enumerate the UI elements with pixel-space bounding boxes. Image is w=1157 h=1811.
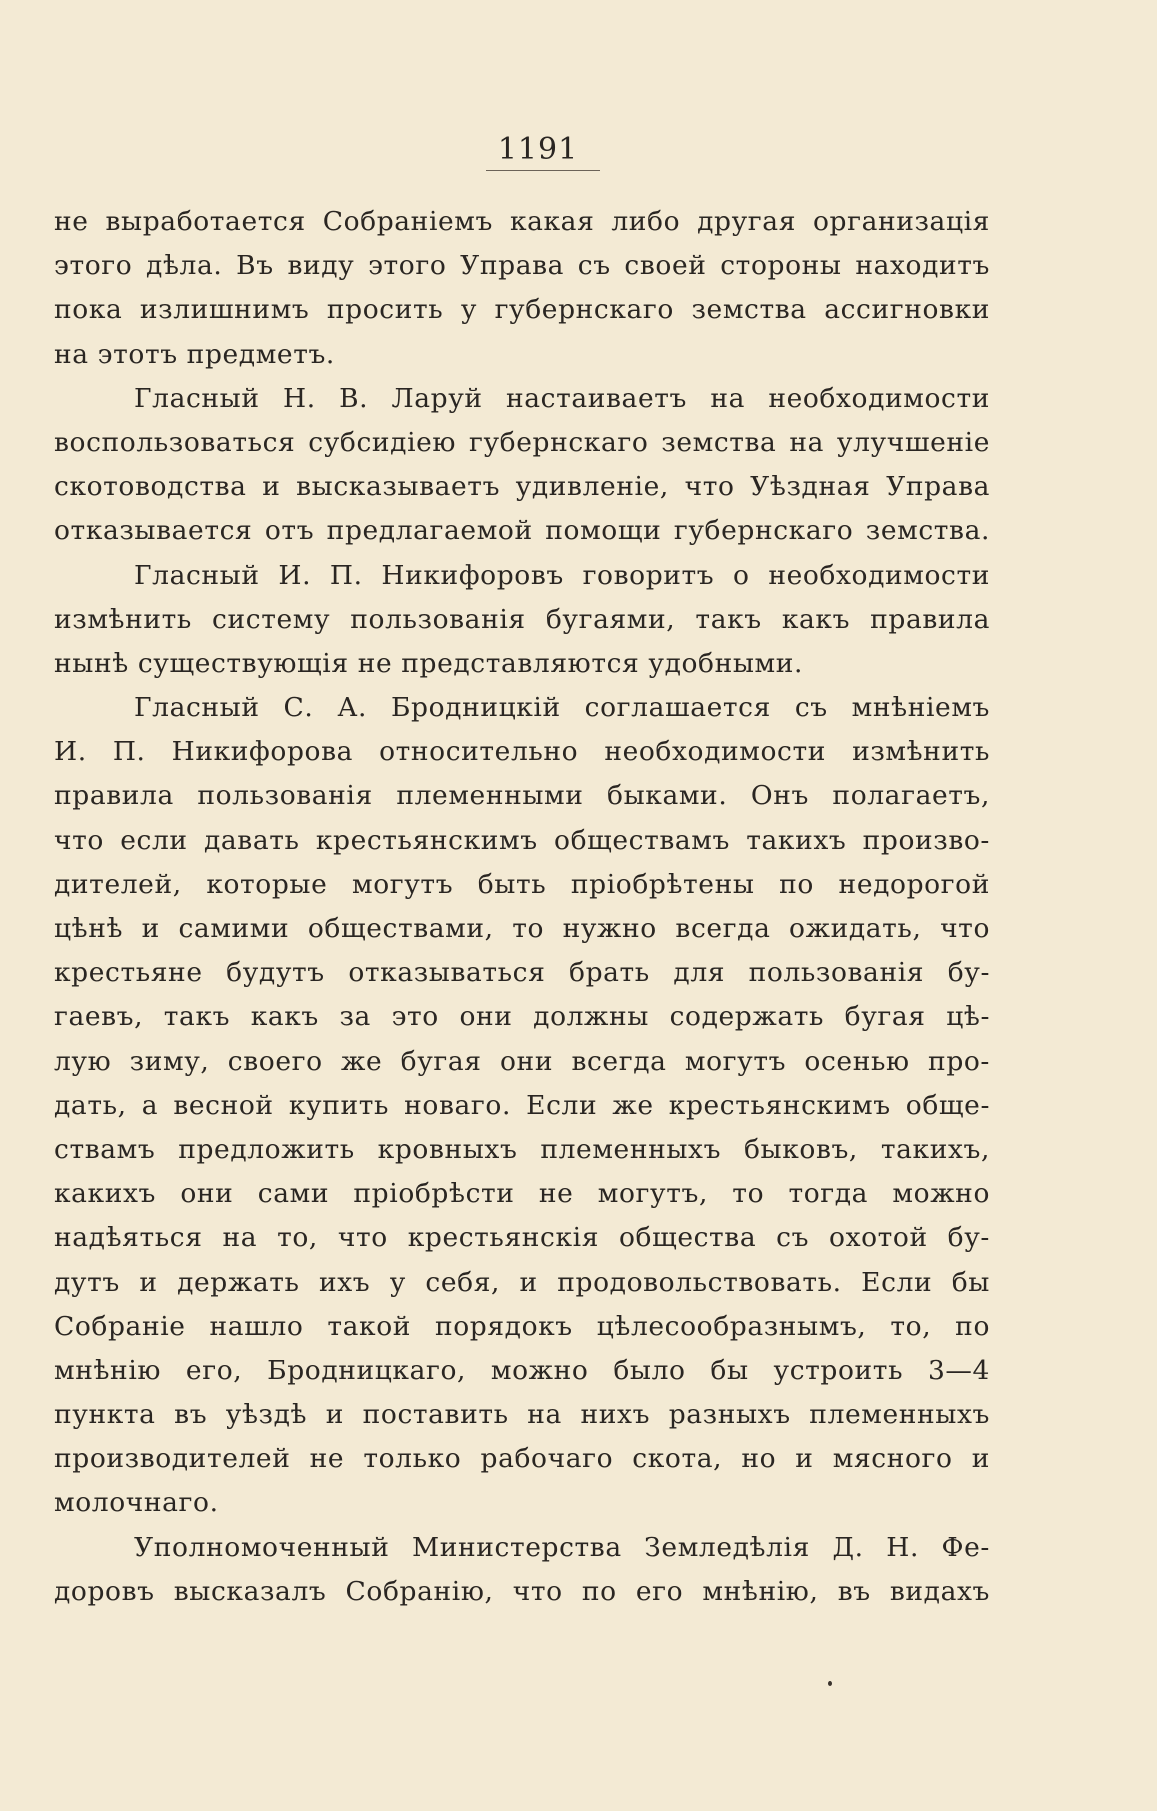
text-line: правила пользованія племенными быками. Онъ полагаетъ, <box>54 780 990 812</box>
text-line: Гласный С. А. Бродницкій соглашается съ мнѣніемъ <box>134 692 990 724</box>
text-line: Собраніе нашло такой порядокъ цѣлесообразнымъ, то, по <box>54 1310 990 1342</box>
text-line: доровъ высказалъ Собранію, что по его мнѣнію, въ видахъ <box>54 1575 990 1607</box>
text-line: И. П. Никифорова относительно необходимости измѣнить <box>54 736 990 768</box>
page-number-rule <box>486 170 600 171</box>
text-line: надѣяться на то, что крестьянскія общества съ охотой бу- <box>54 1222 990 1254</box>
text-line: молочнаго. <box>54 1487 219 1519</box>
text-line: скотоводства и высказываетъ удивленіе, что Уѣздная Управа <box>54 471 990 503</box>
text-line: Уполномоченный Министерства Земледѣлія Д. Н. Фе- <box>134 1531 990 1563</box>
text-line: лую зиму, своего же бугая они всегда могутъ осенью про- <box>54 1045 990 1077</box>
text-line: измѣнить систему пользованія бугаями, такъ какъ правила <box>54 603 990 635</box>
text-line: дителей, которые могутъ быть пріобрѣтены по недорогой <box>54 868 990 900</box>
text-line: нынѣ существующія не представляются удобными. <box>54 647 804 679</box>
text-line: отказывается отъ предлагаемой помощи губернскаго земства. <box>54 515 990 547</box>
text-line: какихъ они сами пріобрѣсти не могутъ, то тогда можно <box>54 1178 990 1210</box>
text-line: воспользоваться субсидіею губернскаго земства на улучшеніе <box>54 426 990 458</box>
text-line: дутъ и держать ихъ у себя, и продовольствовать. Если бы <box>54 1266 990 1298</box>
text-line: ствамъ предложить кровныхъ племенныхъ быковъ, такихъ, <box>54 1133 990 1165</box>
text-line: что если давать крестьянскимъ обществамъ такихъ произво- <box>54 824 990 856</box>
text-line: не выработается Собраніемъ какая либо другая организація <box>54 206 990 237</box>
text-line: мнѣнію его, Бродницкаго, можно было бы устроить 3—4 <box>54 1354 990 1386</box>
text-line: пока излишнимъ просить у губернскаго земства ассигновки <box>54 294 990 326</box>
text-line: цѣнѣ и самими обществами, то нужно всегда ожидать, что <box>54 913 990 944</box>
text-line: гаевъ, такъ какъ за это они должны содержать бугая цѣ- <box>54 1001 990 1033</box>
text-line: крестьяне будутъ отказываться брать для пользованія бу- <box>54 957 990 989</box>
text-line: дать, а весной купить новаго. Если же крестьянскимъ обще- <box>54 1089 990 1121</box>
text-line: этого дѣла. Въ виду этого Управа съ своей стороны находитъ <box>54 250 990 282</box>
text-line: пункта въ уѣздѣ и поставить на нихъ разныхъ племенныхъ <box>54 1399 990 1431</box>
page-number: 1191 <box>497 132 579 167</box>
text-line: Гласный Н. В. Ларуй настаиваетъ на необходимости <box>134 382 990 414</box>
text-line: Гласный И. П. Никифоровъ говоритъ о необходимости <box>134 559 990 591</box>
ink-speck <box>828 1681 832 1686</box>
text-line: на этотъ предметъ. <box>54 338 335 370</box>
text-line: производителей не только рабочаго скота, но и мясного и <box>54 1443 990 1475</box>
body-text <box>54 200 990 1614</box>
